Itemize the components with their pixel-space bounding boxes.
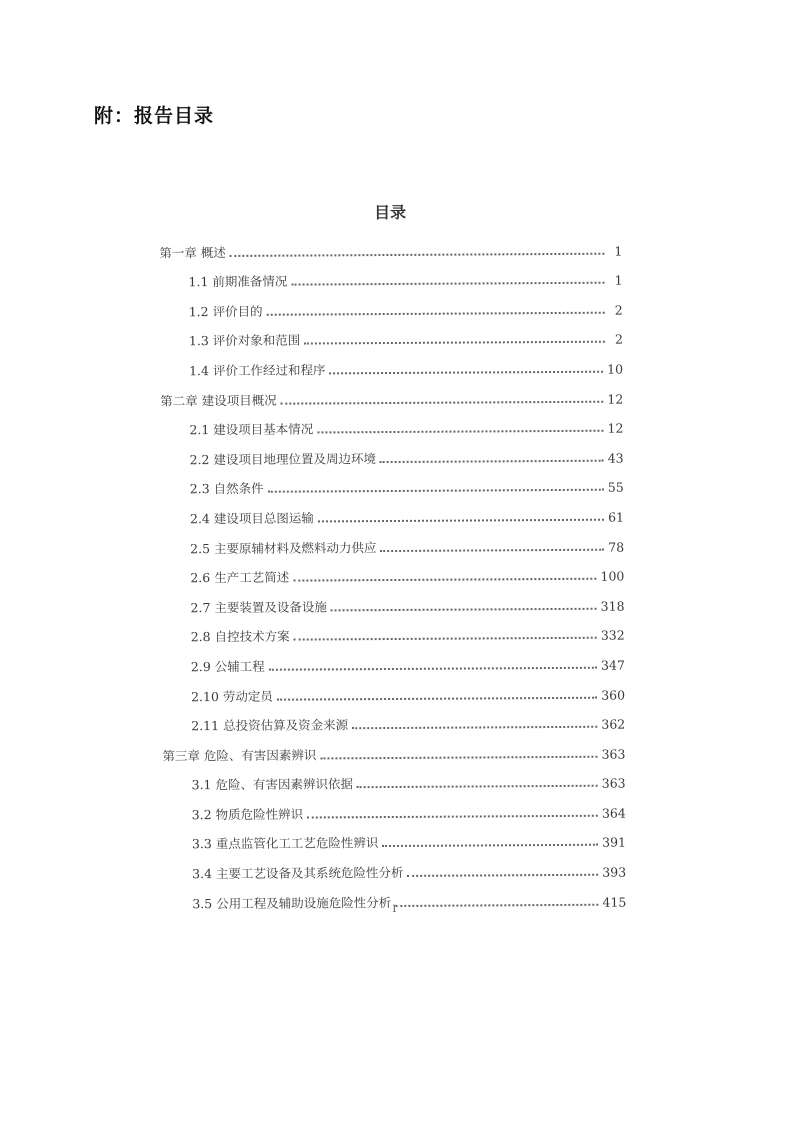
toc-entry: [152, 524, 632, 557]
toc-entry-label: 第三章 危险、有害因素辨识: [162, 747, 317, 764]
toc-entry-page: 61: [608, 509, 625, 525]
toc-entry-label: 2.10 劳动定员: [191, 688, 273, 704]
toc-entry-page: 415: [602, 894, 627, 910]
dot-leader: [307, 815, 598, 819]
dot-leader: [408, 874, 599, 877]
toc-entry-label: 第二章 建设项目概况: [160, 392, 277, 408]
toc-entry-page: 10: [607, 361, 624, 377]
toc-entry: [151, 347, 631, 380]
toc-entry: [153, 702, 633, 735]
toc-entry-page: 100: [600, 568, 625, 584]
toc-entry-label: 3.3 重点监管化工工艺危险性辨识: [191, 835, 379, 852]
toc-entry-label: 1.2 评价目的: [188, 303, 263, 320]
toc-entry: [150, 258, 630, 291]
toc-entry: [152, 584, 632, 617]
toc-entry-label: 3.2 物质危险性辨识: [191, 806, 304, 823]
toc-entry-page: 78: [608, 539, 625, 555]
dot-leader: [320, 755, 597, 759]
toc-entry: [154, 850, 634, 883]
toc-entry: [153, 672, 633, 705]
toc-entry-page: 12: [607, 420, 624, 436]
dot-leader: [380, 459, 604, 462]
toc-entry-label: 3.5 公用工程及辅助设施危险性分析: [192, 894, 392, 911]
toc-entry-label: 2.7 主要装置及设备设施: [190, 599, 327, 615]
toc-list: [150, 229, 634, 913]
toc-entry-label: 2.4 建设项目总图运输: [189, 510, 314, 527]
dot-leader: [331, 607, 597, 611]
toc-entry-page: 55: [607, 479, 624, 496]
toc-entry-page: 347: [600, 657, 625, 673]
toc-entry-label: 2.9 公辅工程: [190, 658, 265, 675]
toc-entry-page: 2: [614, 302, 623, 318]
toc-entry-page: 360: [601, 687, 626, 703]
toc-entry-label: 2.3 自然条件: [189, 481, 264, 497]
toc-entry-page: 1: [614, 272, 623, 288]
scanned-toc-page: [150, 195, 634, 928]
toc-entry-page: 363: [601, 775, 626, 791]
dot-leader: [304, 341, 605, 345]
dot-leader: [277, 696, 597, 700]
dot-leader: [269, 667, 597, 671]
toc-title: 目录: [374, 202, 407, 223]
toc-entry-label: 2.1 建设项目基本情况: [189, 421, 314, 438]
dot-leader: [352, 726, 597, 729]
dot-leader: [293, 578, 596, 582]
dot-leader: [230, 252, 605, 256]
toc-entry-page: 363: [601, 746, 626, 762]
dot-leader: [281, 400, 604, 404]
toc-entry-page: 318: [600, 598, 625, 614]
dot-leader: [291, 282, 604, 286]
toc-entry-page: 364: [601, 805, 626, 821]
toc-entry: [151, 288, 631, 321]
toc-entry-label: 1.4 评价工作经过和程序: [189, 362, 326, 379]
toc-entry-page: 1: [614, 243, 623, 259]
dot-leader: [381, 548, 605, 551]
toc-entry: [152, 495, 632, 528]
toc-entry-label: 3.4 主要工艺设备及其系统危险性分析: [192, 864, 404, 882]
dot-leader: [294, 637, 597, 641]
page-folio: I: [392, 903, 397, 915]
toc-entry-page: 391: [602, 835, 626, 851]
toc-entry-label: 第一章 概述: [159, 244, 226, 261]
toc-entry: [152, 554, 632, 587]
toc-entry: [152, 465, 632, 498]
toc-entry: [151, 376, 631, 409]
dot-leader: [268, 489, 604, 493]
toc-entry-label: 3.1 危险、有害因素辨识依据: [191, 776, 353, 793]
toc-entry-page: 12: [607, 391, 624, 407]
dot-leader: [267, 311, 605, 315]
toc-entry: [153, 761, 633, 794]
dot-leader: [382, 844, 598, 847]
toc-entry: [153, 643, 633, 676]
dot-leader: [357, 785, 598, 788]
toc-entry: [150, 229, 630, 262]
appendix-heading: 附：报告目录: [94, 105, 215, 127]
toc-entry-label: 1.3 评价对象和范围: [188, 332, 301, 349]
dot-leader: [318, 519, 604, 523]
toc-entry-page: 332: [600, 627, 625, 644]
toc-entry-label: 1.1 前期准备情况: [188, 273, 288, 290]
toc-entry: [151, 317, 631, 350]
toc-entry-label: 2.11 总投资估算及资金来源: [191, 717, 349, 734]
toc-entry-label: 2.6 生产工艺简述: [190, 569, 290, 586]
toc-entry-page: 393: [602, 864, 627, 880]
toc-entry: [151, 406, 631, 439]
dot-leader: [317, 430, 603, 434]
toc-entry: [154, 820, 634, 853]
toc-entry: [154, 791, 634, 824]
dot-leader: [329, 371, 603, 375]
toc-entry: [151, 436, 631, 469]
toc-entry-label: 2.5 主要原辅材料及燃料动力供应: [190, 539, 377, 556]
toc-entry-page: 2: [614, 331, 623, 348]
toc-entry: [153, 732, 633, 765]
toc-entry-page: 43: [607, 450, 624, 466]
toc-entry-label: 2.2 建设项目地理位置及周边环境: [189, 450, 377, 467]
toc-entry-label: 2.8 自控技术方案: [190, 628, 290, 645]
toc-entry-page: 362: [601, 716, 626, 732]
toc-entry: [153, 613, 633, 646]
